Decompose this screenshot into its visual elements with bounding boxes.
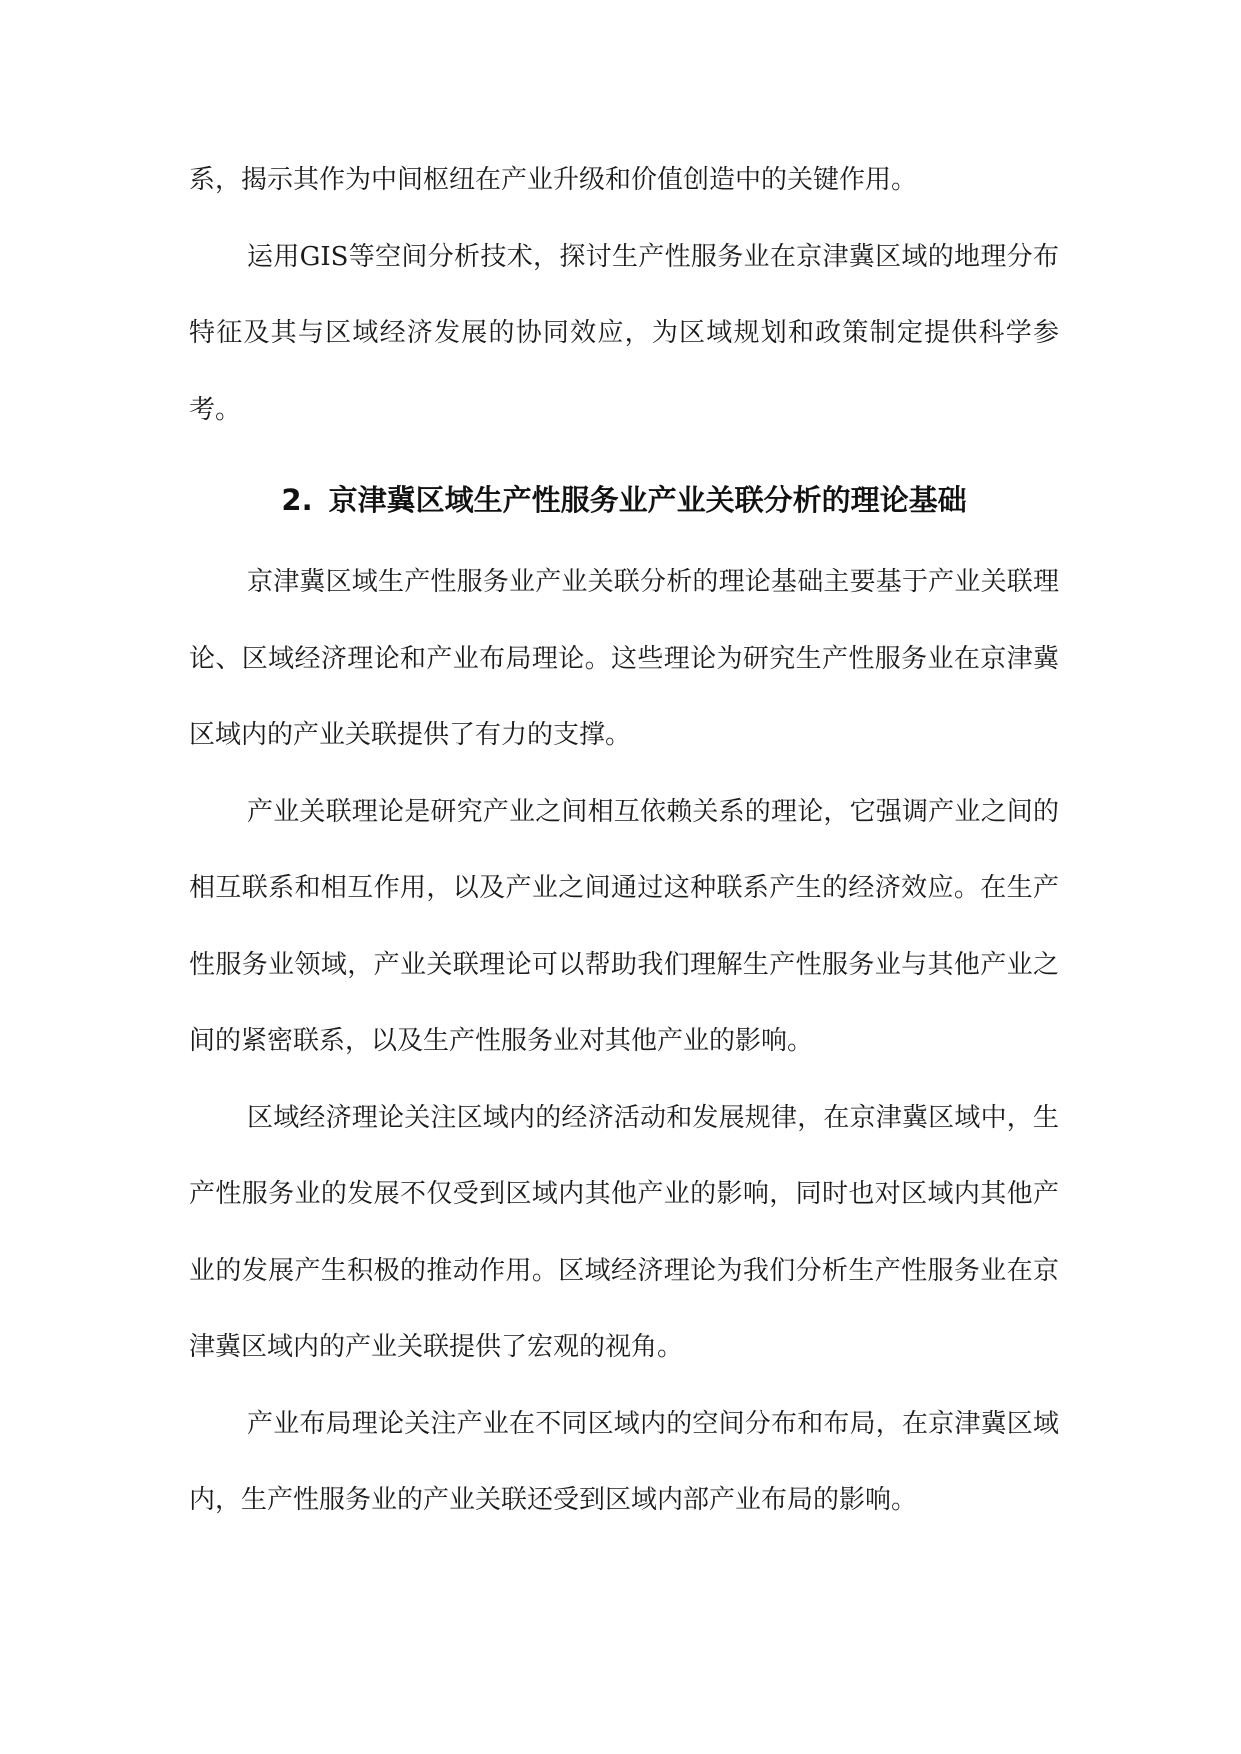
section-number: 2. bbox=[281, 483, 313, 517]
section-heading bbox=[189, 470, 1059, 530]
paragraph-continued: 系，揭示其作为中间枢纽在产业升级和价值创造中的关键作用。 bbox=[189, 165, 918, 195]
paragraph-regional-economic-theory: 区域经济理论关注区域内的经济活动和发展规律，在京津冀区域中，生产性服务业的发展不仅受到区域内其他产业的影响，同时也对区域内其他产业的发展产生积极的推动作用。区域经济理论为我们分析生产性服务业在京津冀区域内的产业关联提供了宏观的视角。 bbox=[189, 1102, 1059, 1362]
paragraph-gis-analysis: 运用GIS等空间分析技术，探讨生产性服务业在京津冀区域的地理分布特征及其与区域经济发展的协同效应，为区域规划和政策制定提供科学参考。 bbox=[189, 241, 1059, 425]
paragraph-theory-overview: 京津冀区域生产性服务业产业关联分析的理论基础主要基于产业关联理论、区域经济理论和产业布局理论。这些理论为研究生产性服务业在京津冀区域内的产业关联提供了有力的支撑。 bbox=[189, 567, 1059, 750]
section-title: 京津冀区域生产性服务业产业关联分析的理论基础 bbox=[328, 483, 967, 517]
paragraph-industrial-layout-theory: 产业布局理论关注产业在不同区域内的空间分布和布局，在京津冀区域内，生产性服务业的产业关联还受到区域内部产业布局的影响。 bbox=[189, 1408, 1059, 1515]
paragraph-industry-linkage-theory: 产业关联理论是研究产业之间相互依赖关系的理论，它强调产业之间的相互联系和相互作用，以及产业之间通过这种联系产生的经济效应。在生产性服务业领域，产业关联理论可以帮助我们理解生产性服务业与其他产业之间的紧密联系，以及生产性服务业对其他产业的影响。 bbox=[189, 796, 1059, 1056]
document-body bbox=[189, 142, 1059, 1539]
